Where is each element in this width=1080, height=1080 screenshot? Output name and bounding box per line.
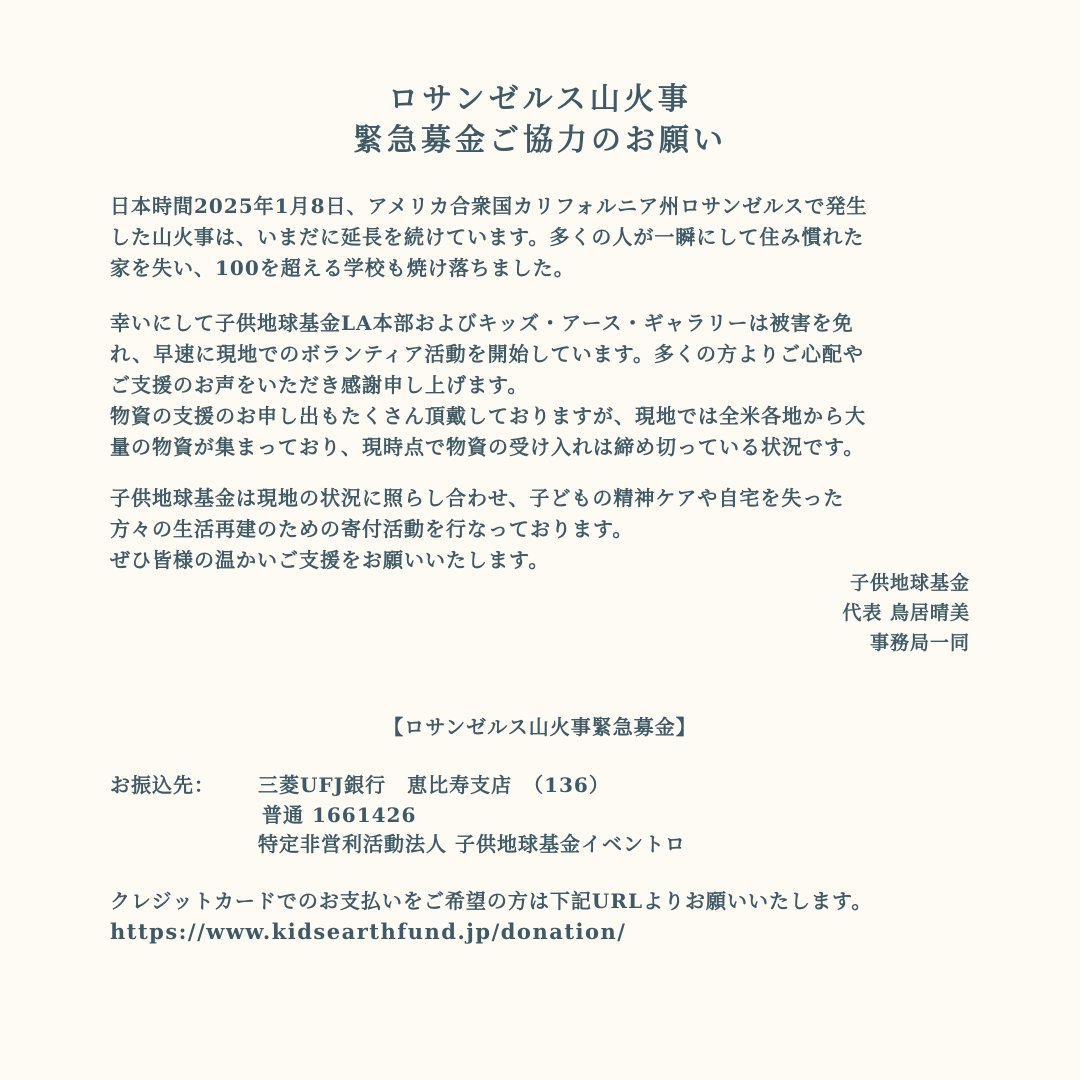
fund-heading: [0, 711, 1080, 743]
signature-representative: 代表 鳥居晴美: [842, 602, 970, 624]
paragraph-line: 物資の支援のお申し出もたくさん頂戴しておりますが、現地では全米各地から大: [110, 404, 866, 428]
paragraph-line: した山火事は、いまだに延長を続けています。多くの人が一瞬にして住み慣れた: [110, 225, 865, 249]
title-line-1: ロサンゼルス山火事: [388, 82, 692, 117]
paragraph-line: ぜひ皆様の温かいご支援をお願いいたします。: [110, 548, 550, 572]
bank-branch: 三菱UFJ銀行 恵比寿支店 （136）: [258, 773, 610, 797]
paragraph-line: 幸いにして子供地球基金LA本部およびキッズ・アース・ギャラリーは被害を免: [110, 311, 854, 335]
paragraph-appeal: [110, 483, 980, 576]
signature-office: 事務局一同: [869, 632, 970, 654]
fund-heading-text: 【ロサンゼルス山火事緊急募金】: [383, 715, 697, 739]
paragraph-situation: [110, 191, 980, 284]
signature-org: 子供地球基金: [849, 572, 970, 594]
paragraph-activities: [110, 308, 980, 463]
credit-card-note: クレジットカードでのお支払いをご希望の方は下記URLよりお願いいたします。: [110, 889, 873, 913]
donation-url-link[interactable]: https://www.kidsearthfund.jp/donation/: [110, 919, 627, 944]
bank-account-number: 普通 1661426: [262, 803, 417, 827]
bank-account-holder: 特定非営利活動法人 子供地球基金イベントロ: [258, 832, 686, 856]
paragraph-line: 量の物資が集まっており、現時点で物資の受け入れは締め切っている状況です。: [110, 435, 865, 459]
paragraph-line: れ、早速に現地でのボランティア活動を開始しています。多くの方よりご心配や: [110, 342, 864, 366]
paragraph-line: 家を失い、100を超える学校も焼け落ちました。: [110, 256, 575, 280]
paragraph-line: 子供地球基金は現地の状況に照らし合わせ、子どもの精神ケアや自宅を失った: [110, 486, 845, 510]
paragraph-line: ご支援のお声をいただき感謝申し上げます。: [110, 373, 529, 397]
paragraph-line: 日本時間2025年1月8日、アメリカ合衆国カリフォルニア州ロサンゼルスで発生: [110, 194, 868, 218]
paragraph-line: 方々の生活再建のための寄付活動を行なっております。: [110, 517, 634, 541]
title-line-2: 緊急募金ご協力のお願い: [353, 123, 727, 158]
transfer-label: お振込先：: [110, 773, 215, 797]
